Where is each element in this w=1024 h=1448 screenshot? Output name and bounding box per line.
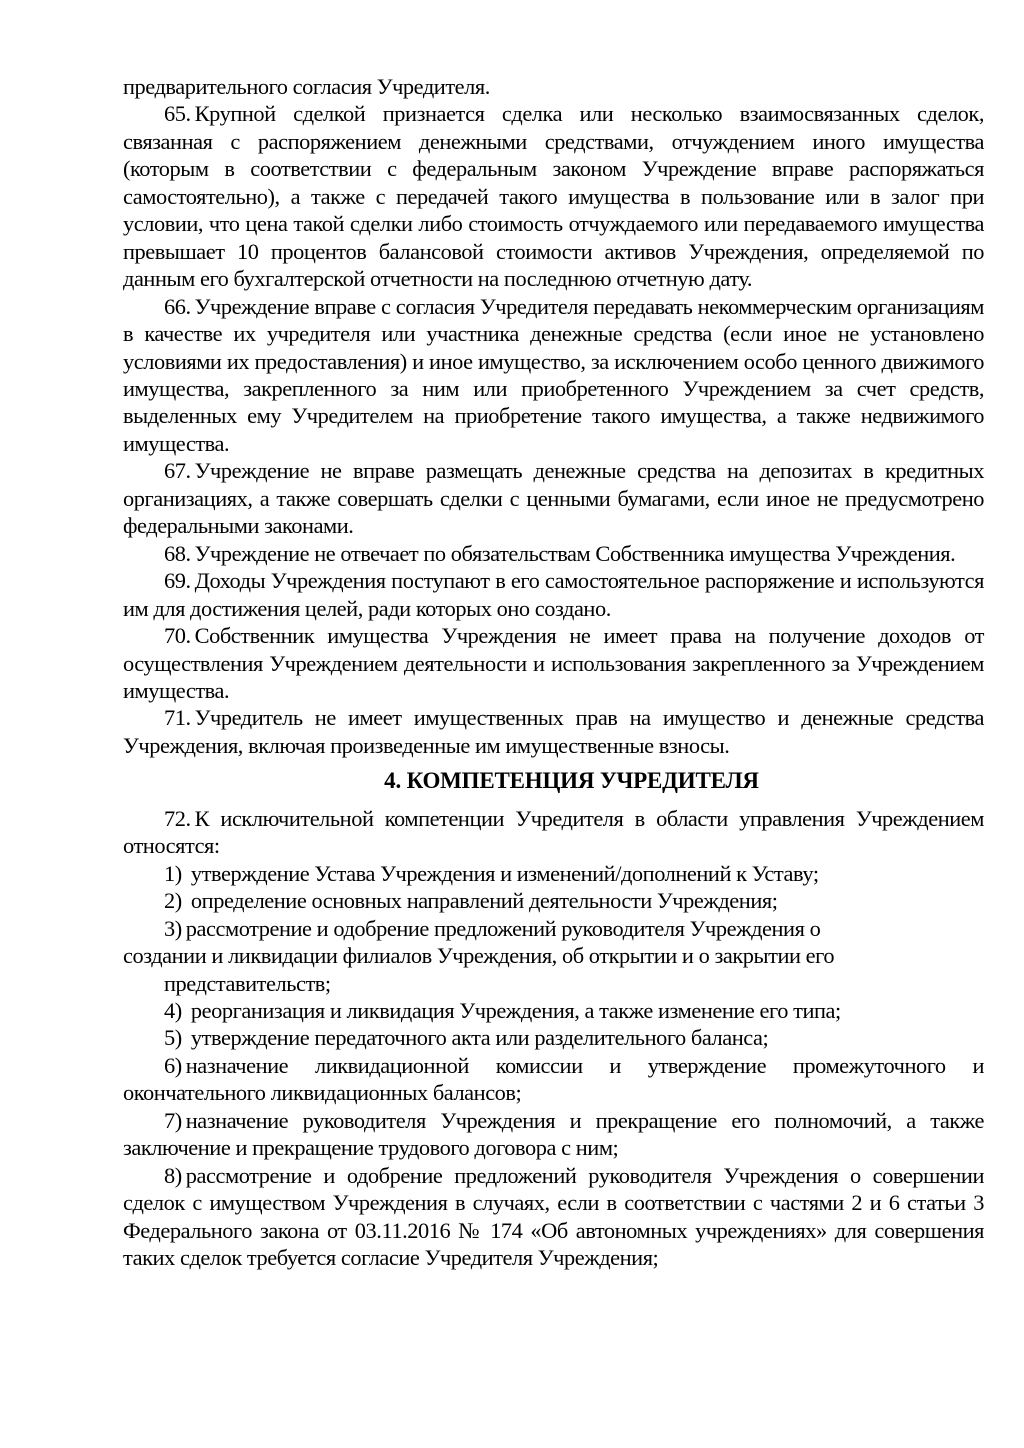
- section-heading: 4. КОМПЕТЕНЦИЯ УЧРЕДИТЕЛЯ: [384, 768, 759, 794]
- paragraph-70: [123, 622, 984, 704]
- paragraph-text: Учреждение не отвечает по обязательствам Собственника имущества Учреждения.: [194, 540, 956, 566]
- list-item-text: рассмотрение и одобрение предложений руководителя Учреждения о: [185, 915, 821, 941]
- paragraph-text: Собственник имущества Учреждения не имеет права на получение доходов от осуществления Учреждением деятельности и использования закрепленного за Учреждением имущества.: [123, 623, 984, 703]
- list-item-number: 2): [164, 888, 182, 914]
- paragraph-number: 65.: [164, 101, 191, 127]
- list-item-number: 6): [164, 1052, 182, 1078]
- list-item-8: [123, 1162, 984, 1272]
- list-item-1: [123, 860, 984, 887]
- paragraph-text: Доходы Учреждения поступают в его самостоятельное распоряжение и используются им для достижения целей, ради которых оно создано.: [123, 568, 984, 621]
- list-item-number: 4): [164, 997, 182, 1023]
- list-item-2: [123, 887, 984, 914]
- paragraph-number: 66.: [164, 293, 191, 319]
- list-item-number: 8): [164, 1162, 182, 1188]
- paragraph-number: 72.: [164, 805, 191, 831]
- paragraph-number: 70.: [164, 623, 191, 649]
- paragraph-number: 69.: [164, 568, 191, 594]
- paragraph-69: [123, 567, 984, 622]
- list-item-text: утверждение передаточного акта или разделительного баланса;: [190, 1025, 769, 1051]
- list-item-number: 5): [164, 1025, 182, 1051]
- paragraph-71: [123, 704, 984, 759]
- paragraph-number: 67.: [164, 458, 191, 484]
- paragraph-65: [123, 100, 984, 292]
- list-item-6: [123, 1052, 984, 1107]
- list-item-line: [123, 915, 984, 942]
- list-item-text: назначение ликвидационной комиссии и утверждение промежуточного и окончательного ликвидационных балансов;: [123, 1052, 984, 1106]
- continuation-text: предварительного согласия Учредителя.: [123, 74, 490, 99]
- paragraph-67: [123, 457, 984, 539]
- list-item-text: реорганизация и ликвидация Учреждения, а также изменение его типа;: [190, 997, 841, 1023]
- list-item-text: утверждение Устава Учреждения и изменений/дополнений к Уставу;: [190, 860, 819, 886]
- paragraph-number: 68.: [164, 540, 191, 566]
- paragraph-72: [123, 805, 984, 860]
- paragraph-66: [123, 293, 984, 458]
- paragraph-text: К исключительной компетенции Учредителя в области управления Учреждением относятся:: [123, 805, 984, 859]
- list-item-4: [123, 997, 984, 1024]
- list-item-text: рассмотрение и одобрение предложений руководителя Учреждения о совершении сделок с имуществом Учреждения в случаях, если в соответствии с частями 2 и 6 статьи 3 Федерального закона от 03.11.2016 № 174 «Об автономных учреждениях» для совершения таких сделок требуется согласие Учредителя Учреждения;: [123, 1162, 984, 1271]
- list-item-line: создании и ликвидации филиалов Учреждения, об открытии и о закрытии его: [123, 943, 835, 969]
- list-item-7: [123, 1107, 984, 1162]
- list-item-number: 7): [164, 1107, 182, 1133]
- list-item-number: 1): [164, 860, 182, 886]
- paragraph-text: Крупной сделкой признается сделка или несколько взаимосвязанных сделок, связанная с распоряжением денежными средствами, отчуждением иного имущества (которым в соответствии с федеральным законом Учреждение вправе распоряжаться самостоятельно), а также с передачей такого имущества в пользование или в залог при условии, что цена такой сделки либо стоимость отчуждаемого или передаваемого имущества превышает 10 процентов балансовой стоимости активов Учреждения, определяемой по данным его бухгалтерской отчетности на последнюю отчетную дату.: [123, 101, 984, 292]
- paragraph-text: Учредитель не имеет имущественных прав на имущество и денежные средства Учреждения, включая произведенные им имущественные взносы.: [123, 705, 984, 758]
- list-item-number: 3): [164, 915, 182, 941]
- paragraph-68: [123, 540, 984, 567]
- list-item-3: [123, 915, 984, 997]
- paragraph-text: Учреждение вправе с согласия Учредителя передавать некоммерческим организациям в качестве их учредителя или участника денежные средства (если иное не установлено условиями их предоставления) и иное имущество, за исключением особо ценного движимого имущества, закрепленного за ним или приобретенного Учреждением за счет средств, выделенных ему Учредителем на приобретение такого имущества, а также недвижимого имущества.: [123, 293, 984, 456]
- list-item-text: назначение руководителя Учреждения и прекращение его полномочий, а также заключение и прекращение трудового договора с ним;: [123, 1107, 984, 1161]
- list-item-5: [123, 1024, 984, 1051]
- paragraph-text: Учреждение не вправе размещать денежные средства на депозитах в кредитных организациях, а также совершать сделки с ценными бумагами, если иное не предусмотрено федеральными законами.: [123, 458, 984, 539]
- document-page: [123, 73, 984, 1271]
- list-item-text: определение основных направлений деятельности Учреждения;: [190, 888, 778, 914]
- paragraph-number: 71.: [164, 705, 191, 731]
- list-item-line: представительств;: [164, 970, 331, 996]
